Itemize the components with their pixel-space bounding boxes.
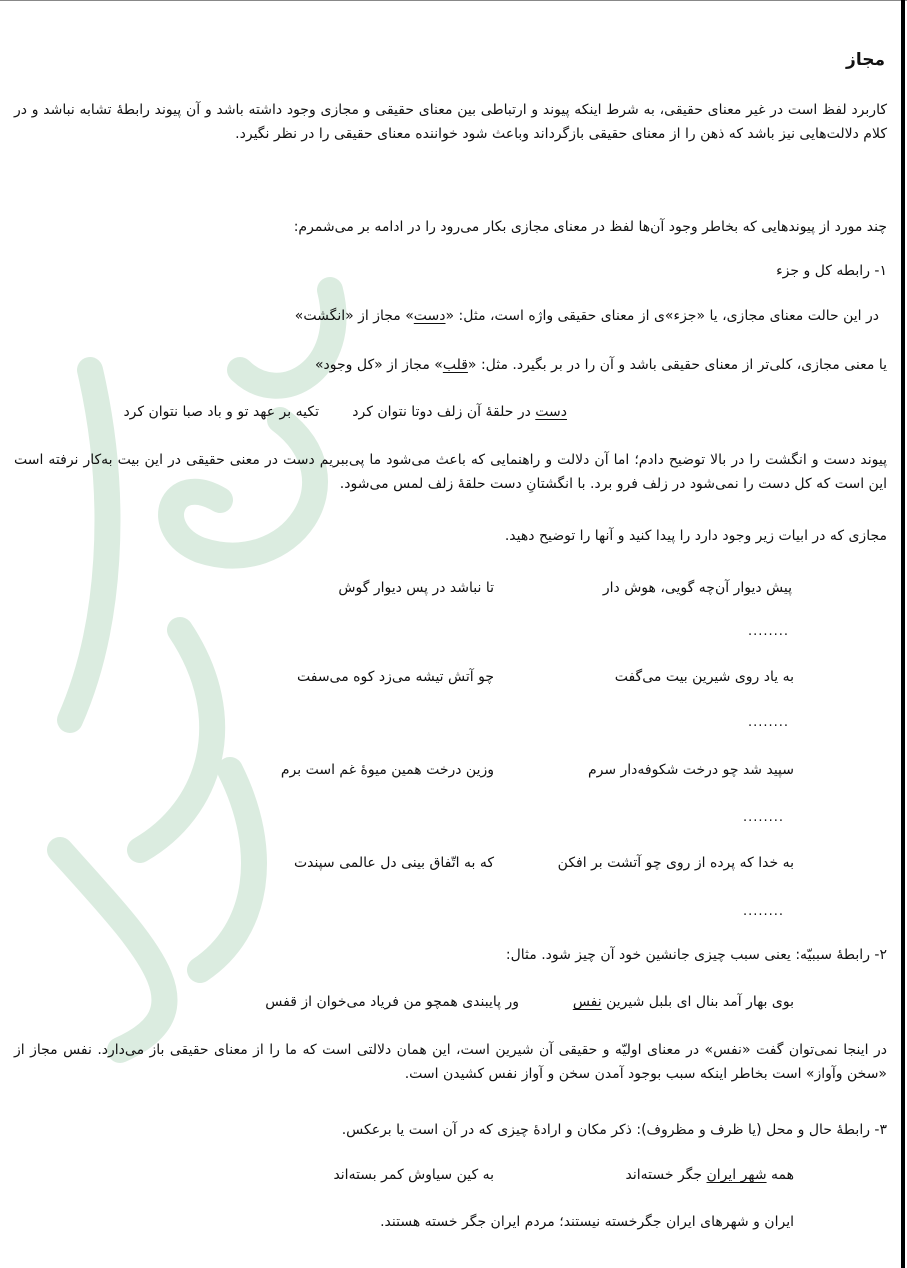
verse-left-hemistich: تکیه بر عهد تو و باد صبا نتوان کرد: [123, 404, 319, 420]
intro-paragraph-2: چند مورد از پیوندهایی که بخاطر وجود آن‌ها لفظ در معنای مجازی بکار می‌رود را در ادامه بر می‌شمرم:: [293, 219, 887, 235]
underlined-word-ghalb: قلب: [442, 357, 468, 373]
section-1-heading: ۱- رابطه کل و جزء: [776, 263, 887, 279]
verse-right-hemistich: [352, 400, 567, 424]
section-3-verse-right: [625, 1163, 794, 1187]
exercise-verse-4-right: به خدا که پرده از روی چو آتشت بر افکن: [557, 855, 794, 871]
page-top-border: [0, 0, 907, 1]
section-3-verse-left: به کین سیاوش کمر بسته‌اند: [333, 1167, 494, 1183]
text-span: در حلقهٔ آن زلف دوتا نتوان کرد: [352, 404, 536, 420]
text-span: » مجاز از «انگشت»: [294, 308, 414, 324]
exercise-verse-2-left: چو آتش تیشه می‌زد کوه می‌سفت: [296, 669, 494, 685]
text-span: جگر خسته‌اند: [625, 1167, 707, 1183]
exercise-verse-2-right: به یاد روی شیرین بیت می‌گفت: [614, 669, 794, 685]
answer-placeholder: ........: [747, 624, 789, 639]
underlined-word-dast: دست: [413, 308, 446, 324]
page-title: مجاز: [846, 50, 885, 70]
exercise-verse-1-left: تا نباشد در پس دیوار گوش: [338, 580, 494, 596]
section-2-explanation: در اینجا نمی‌توان گفت «نفس» در معنای اولیّه و حقیقی آن شیرین است، این همان دلالتی است که ما را از معنای حقیقی باز می‌دارد. نفس مجاز از «سخن وآواز» است بخاطر اینکه سبب بوجود آمدن سخن و آواز نفس کشیدن است.: [14, 1042, 887, 1082]
text-span: در این حالت معنای مجازی، یا «جزء»ی از معنای حقیقی واژه است، مثل: «: [445, 308, 879, 324]
text-span: یا معنی مجازی، کلی‌تر از معنای حقیقی باشد و آن را در بر بگیرد. مثل: «: [467, 357, 887, 373]
section-1-example-2: [14, 353, 887, 377]
section-2-verse-left: ور پایبندی همچو من فریاد می‌خوان از قفس: [265, 994, 519, 1010]
exercise-verse-3-left: وزین درخت همین میوهٔ غم است برم: [280, 762, 494, 778]
text-span: » مجاز از «کل وجود»: [314, 357, 443, 373]
exercise-verse-3-right: سپید شد چو درخت شکوفه‌دار سرم: [587, 762, 794, 778]
section-2-verse-right: [573, 990, 794, 1014]
section-2-heading: ۲- رابطهٔ سببیّه: یعنی سبب چیزی جانشین خود آن چیز شود. مثال:: [505, 947, 887, 963]
section-1-explanation: پیوند دست و انگشت را در بالا توضیح دادم؛ اما آن دلالت و راهنمایی که باعث می‌شود ما پی‌ببریم دست در معنی حقیقی در این بیت به‌کار نرفته است این است که کل دست را نمی‌شود در زلف فرو برد. با انگشتانِ دست حلقهٔ زلف لمس می‌شود.: [14, 452, 887, 492]
exercise-verse-4-left: که به اتّفاق بینی دل عالمی سپندت: [293, 855, 494, 871]
text-span: بوی بهار آمد بنال ای بلبل شیرین: [601, 994, 794, 1010]
exercise-prompt: مجازی که در ابیات زیر وجود دارد را پیدا کنید و آنها را توضیح دهید.: [504, 528, 887, 544]
section-3-explanation: ایران و شهرهای ایران جگرخسته نیستند؛ مردم ایران جگر خسته هستند.: [380, 1214, 794, 1230]
intro-paragraph: کاربرد لفظ است در غیر معنای حقیقی، به شرط اینکه پیوند و ارتباطی بین معنای حقیقی و مجازی وجود داشته باشد و آن پیوند رابطهٔ تشابه نباشد و در کلام دلالت‌هایی نیز باشد که ذهن را از معنای حقیقی بازگرداند وباعث شود خواننده معنای حقیقی را در نظر نگیرد.: [14, 102, 887, 142]
underlined-word-nafas: نفس: [572, 994, 602, 1010]
exercise-verse-1-right: پیش دیوار آن‌چه گویی، هوش دار: [602, 580, 792, 596]
page-right-border: [901, 0, 905, 1268]
text-span: همه: [766, 1167, 794, 1183]
section-1-example-1: [14, 304, 879, 328]
underlined-word-dast: دست: [535, 404, 567, 420]
answer-placeholder: ........: [747, 715, 789, 730]
section-3-heading: ۳- رابطهٔ حال و محل (یا ظرف و مظروف): ذکر مکان و ارادهٔ چیزی که در آن است یا برعکس.: [341, 1122, 887, 1138]
answer-placeholder: ........: [742, 810, 784, 825]
underlined-word-shahr-iran: شهر ایران: [706, 1167, 767, 1183]
answer-placeholder: ........: [742, 904, 784, 919]
